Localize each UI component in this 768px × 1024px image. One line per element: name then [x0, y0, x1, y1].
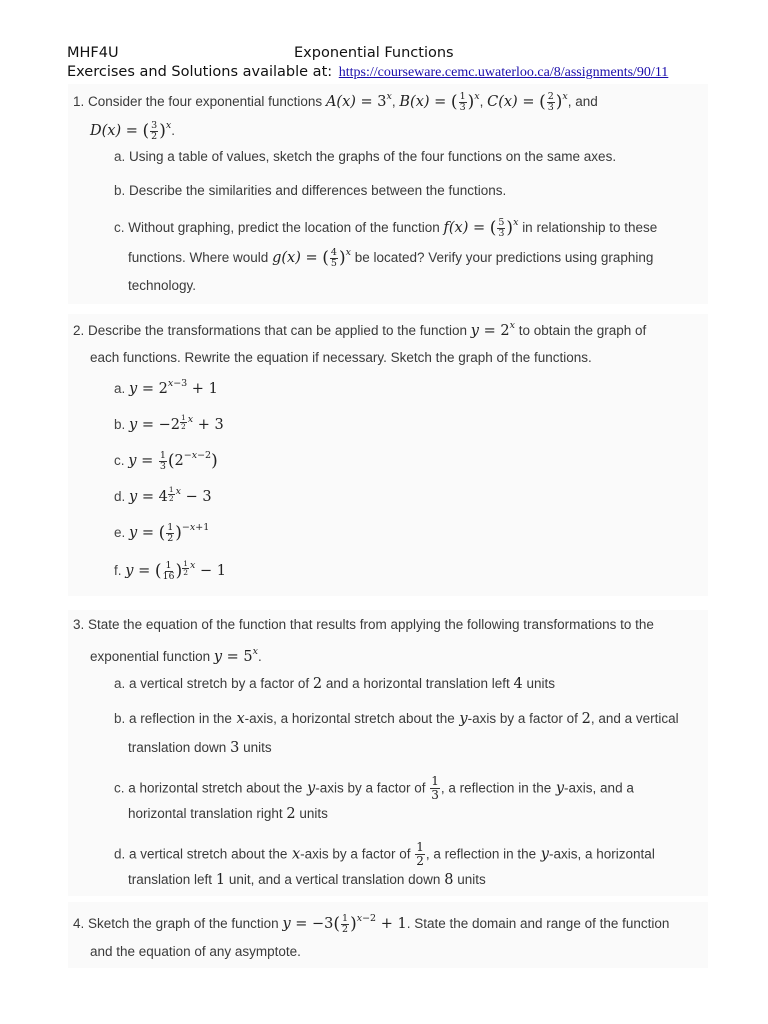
q3c-y-axis-2: y: [551, 780, 565, 797]
q3d-y-axis: y: [536, 846, 550, 863]
q2f-label: f.: [114, 563, 122, 578]
q1-function-d: D(x) = ( $\frac{3}{2}$ )$^x$: [90, 119, 172, 142]
q3a-factor: 2: [312, 676, 323, 692]
q1c-function-f: f(x) = ( $\frac{5}{3}$ )$^x$: [443, 216, 519, 239]
solutions-link[interactable]: https://courseware.cemc.uwaterloo.ca/8/assignments/90/11: [338, 65, 669, 80]
q3d-text7: units: [457, 872, 486, 887]
q3b-x-axis: x: [231, 711, 245, 727]
q4-text3: and the equation of any asymptote.: [90, 944, 301, 959]
q1c-label: c.: [114, 220, 125, 235]
q1-and: , and: [567, 94, 598, 109]
q3d-label: d.: [114, 846, 126, 862]
q3b-text1: a reflection in the: [129, 711, 232, 726]
q4-function: y = −3( $\frac{1}{2}$ )$^{x-2}$ + 1: [282, 912, 407, 935]
question-4: [68, 902, 708, 968]
q4-number: 4.: [73, 916, 85, 931]
q3b-label: b.: [114, 711, 126, 726]
q1-function-b: B(x) = ( $\frac{1}{3}$ )$^x$: [399, 90, 480, 113]
question-1: 1. Consider the four exponential functions $A(x) = 3^x$, B(x) = ( $\frac{1}{3}$ )$^x$, C(x) = ( $\frac{2}{3}$ )$^x$, and D(x) = ( $\frac{3}{2}$ )$^x$. a. Using a table of values, sketch the graphs of the four functions on the same axes. b. Describe the similarities and differences between the functions. c. Without graphing, predict the location of the function f(x) = ( $\frac{5}{3}$ )$^x$ in relationship to these functions. Where would g(x) = ( $\frac{4}{5}$ )$^x$ be located? Verify your predictions using graphing technology.: [68, 84, 708, 304]
q1a-text: Using a table of values, sketch the graphs of the four functions on the same axes.: [129, 149, 617, 164]
q3b-text6: units: [243, 740, 272, 755]
question-2: [68, 314, 708, 596]
q3c-text6: units: [299, 806, 328, 821]
q2f-equation: y = ( $\frac{1}{16}$ ) $\frac{1}{2}$ $^x$ − 1: [125, 559, 226, 582]
q3c-factor: $\frac{1}{3}$: [431, 774, 439, 802]
q2c-equation: y = $\frac{1}{3}$ $(2^{-x-2})$: [128, 449, 218, 472]
q3a-text1: a vertical stretch by a factor of: [129, 676, 310, 691]
q3d-text5: translation left: [128, 872, 213, 887]
q3-base-function: $y = 5^x$: [213, 646, 259, 665]
q3-number: 3.: [73, 617, 85, 632]
q3a-text2: and a horizontal translation left: [325, 676, 510, 691]
q3b-text5: translation down: [128, 740, 227, 755]
q2-text2: to obtain the graph of: [518, 323, 647, 338]
q1c-function-g: g(x) = ( $\frac{4}{5}$ )$^x$: [272, 246, 351, 269]
q2d-label: d.: [114, 489, 126, 504]
q2e-equation: y = ( $\frac{1}{2}$ )$^{-x+1}$: [129, 521, 210, 544]
q3d-x-axis: x: [287, 846, 301, 863]
q3a-shift: 4: [513, 676, 523, 692]
q4-text1: Sketch the graph of the function: [88, 916, 279, 931]
q1b-text: Describe the similarities and differences between the functions.: [129, 183, 507, 198]
q3c-text5: horizontal translation right: [128, 806, 283, 821]
q2b-equation: y = −2 $\frac{1}{2}$ $^x$ + 3: [129, 413, 224, 433]
q1a-label: a.: [114, 149, 126, 164]
q2-text3: each functions. Rewrite the equation if necessary. Sketch the graph of the functions.: [90, 350, 592, 365]
q3d-text1: a vertical stretch about the: [129, 846, 288, 862]
q3d-text4: -axis, a horizontal: [549, 846, 655, 862]
q2e-label: e.: [114, 525, 126, 540]
q2c-label: c.: [114, 453, 125, 468]
q1c-text4: be located? Verify your predictions using graphing: [354, 250, 654, 265]
q3a-label: a.: [114, 676, 126, 691]
q1c-text1: Without graphing, predict the location of the function: [128, 220, 440, 235]
q3-text1: State the equation of the function that results from applying the following transformations to the: [88, 617, 654, 632]
q3d-shift-down: 8: [444, 872, 454, 888]
q3b-text2: -axis, a horizontal stretch about the: [244, 711, 455, 726]
q3c-label: c.: [114, 780, 125, 796]
question-3: 3. State the equation of the function that results from applying the following transformations to the exponential function $y = 5^x$. a. a vertical stretch by a factor of 2 and a horizontal translation left 4 units b. a reflection in the x-axis, a horizontal stretch about the y-axis by a factor of 2, and a vertical translation down 3 units c. a horizontal stretch about the y-axis by a factor of $\frac{1}{3}$ , a reflection in the y-axis, and a horizontal translation right 2 units d. a vertical stretch about the x-axis by a factor of $\frac{1}{2}$ , a reflection in the y-axis, a horizontal translation left 1 unit, and a vertical translation down 8 units: [68, 610, 708, 896]
q3-text2: exponential function: [90, 649, 211, 664]
q3d-factor: $\frac{1}{2}$: [416, 840, 424, 868]
q3d-text2: -axis by a factor of: [300, 846, 411, 862]
q3b-text4: , and a vertical: [590, 711, 679, 726]
document-header: [67, 44, 747, 82]
q3c-text4: -axis, and a: [564, 780, 634, 796]
q3c-y-axis: y: [302, 780, 316, 797]
q1c-text2: in relationship to these: [522, 220, 658, 235]
q3b-shift: 3: [230, 740, 240, 756]
q3d-text3: , a reflection in the: [425, 846, 537, 862]
q3d-text6: unit, and a vertical translation down: [228, 872, 441, 887]
q4-text2: . State the domain and range of the function: [406, 916, 670, 931]
q1b-label: b.: [114, 183, 126, 198]
q1-number: 1.: [73, 94, 85, 109]
document-title: Exponential Functions: [294, 45, 454, 61]
q3b-y-axis: y: [454, 711, 468, 727]
q3d-shift-left: 1: [215, 872, 226, 888]
course-code: MHF4U: [67, 45, 119, 61]
q2d-equation: y = 4 $\frac{1}{2}$ $^x$ − 3: [129, 485, 212, 505]
q3c-shift: 2: [286, 806, 296, 822]
q3b-factor: 2: [581, 711, 591, 727]
q2-number: 2.: [73, 323, 85, 338]
q1c-text3: functions. Where would: [128, 250, 269, 265]
q2a-label: a.: [114, 381, 126, 396]
q2-base-function: $y = 2^x$: [470, 320, 515, 339]
q2b-label: b.: [114, 417, 126, 432]
exercises-label: Exercises and Solutions available at:: [67, 64, 333, 80]
q1-function-a: $A(x) = 3^x$: [325, 91, 392, 110]
q2-text1: Describe the transformations that can be applied to the function: [88, 323, 468, 338]
q3c-text2: -axis by a factor of: [315, 780, 426, 796]
q3a-text3: units: [526, 676, 556, 691]
q3c-text1: a horizontal stretch about the: [128, 780, 303, 796]
q3c-text3: , a reflection in the: [440, 780, 552, 796]
q1-intro: Consider the four exponential functions: [88, 94, 323, 109]
q2a-equation: $y = 2^{x-3} + 1$: [129, 378, 218, 397]
q3b-text3: -axis by a factor of: [467, 711, 578, 726]
q1c-text5: technology.: [128, 278, 197, 293]
q1-function-c: C(x) = ( $\frac{2}{3}$ )$^x$: [487, 90, 568, 113]
